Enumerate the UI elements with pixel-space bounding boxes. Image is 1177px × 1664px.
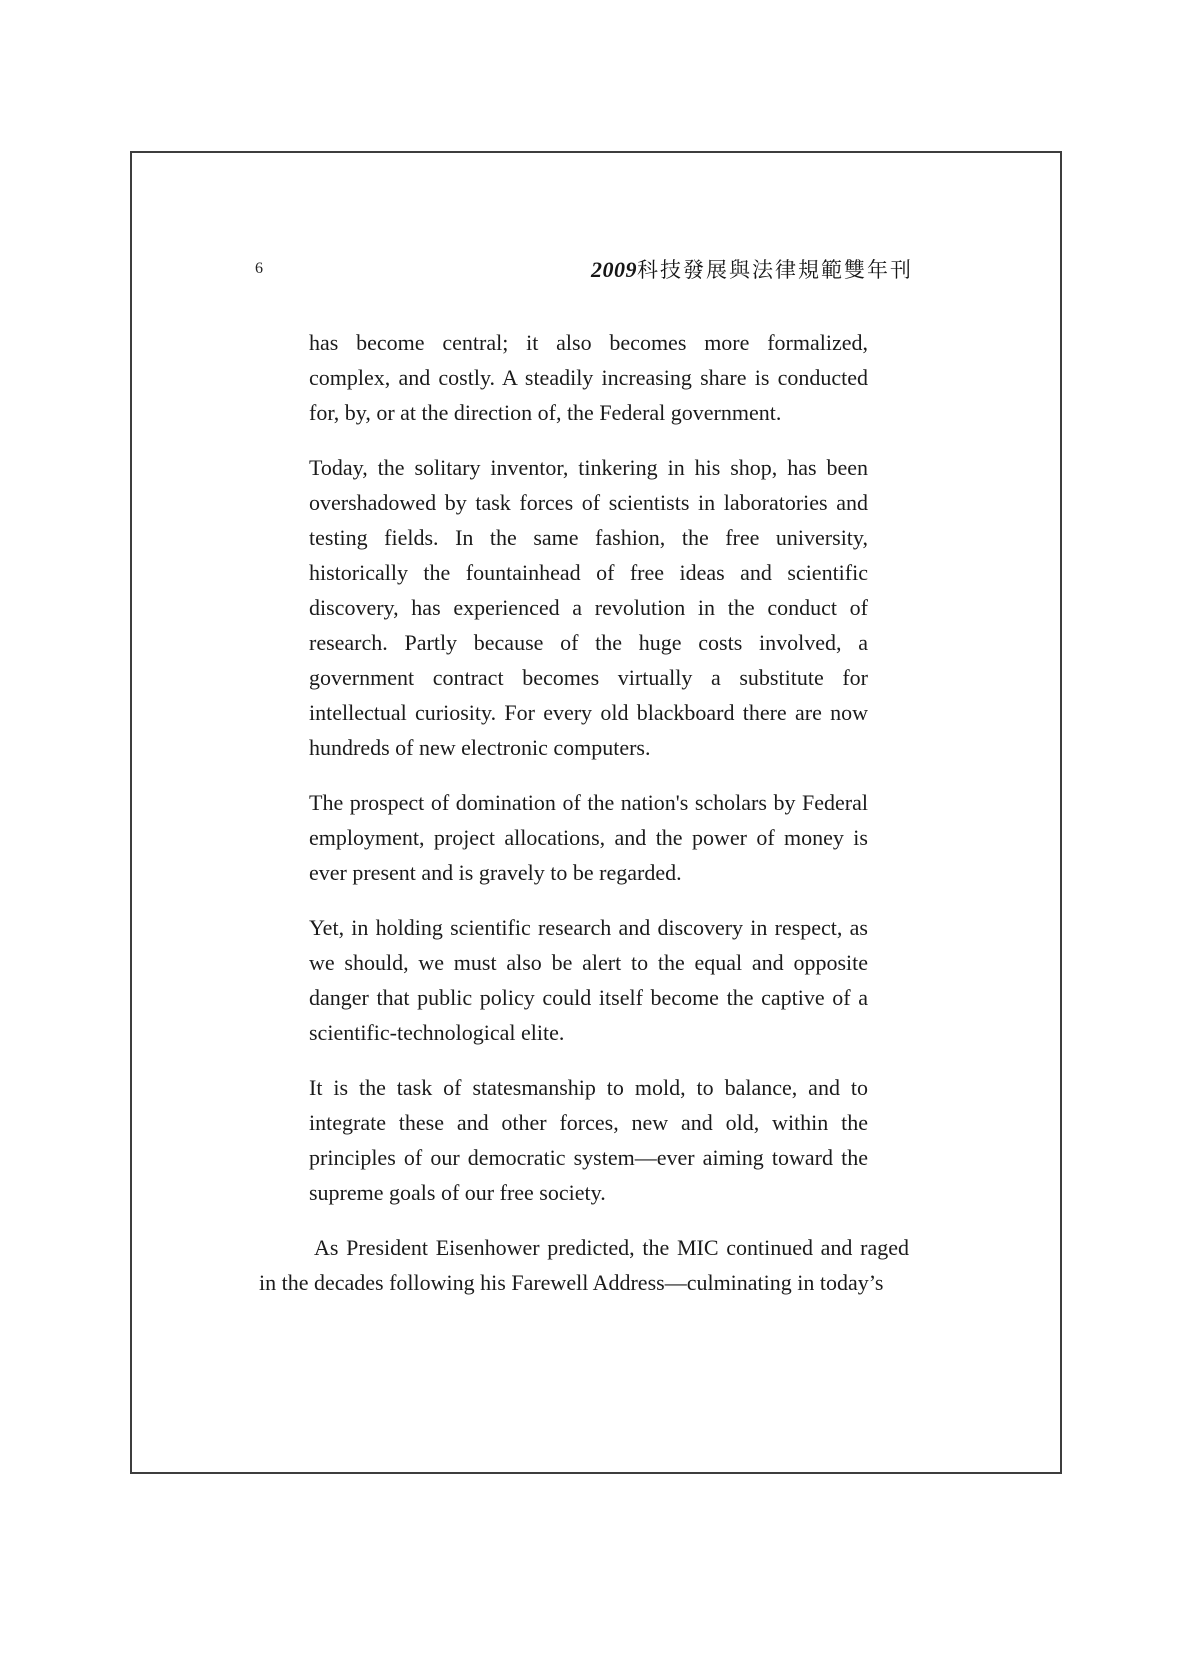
quote-paragraph-2: Today, the solitary inventor, tinkering in his shop, has been overshadowed by task forces of scientists in laboratories and testing fields. In the same fashion, the free university, historically the fountainhead of free ideas and scientific discovery, has experienced a revolution in the conduct of research. Partly because of the huge costs involved, a government contract becomes virtually a substitute for intellectual curiosity. For every old blackboard there are now hundreds of new electronic computers. [309,455,868,760]
quote-paragraph-4: Yet, in holding scientific research and discovery in respect, as we should, we must also be alert to the equal and opposite danger that public policy could itself become the captive of a scientific-technological elite. [309,915,868,1045]
journal-year: 2009 [591,257,637,282]
quote-paragraph-5: It is the task of statesmanship to mold, to balance, and to integrate these and other forces, new and old, within the principles of our democratic system—ever aiming toward the supreme goals of our free society. [309,1075,868,1205]
quotation-block [309,325,868,1210]
page-number: 6 [255,260,263,277]
quote-paragraph-1: has become central; it also becomes more formalized, complex, and costly. A steadily increasing share is conducted for, by, or at the direction of, the Federal government. [309,330,868,425]
page-body [259,325,920,1300]
closing-paragraph: As President Eisenhower predicted, the MIC continued and raged in the decades following his Farewell Address—culminating in today’s [259,1235,909,1295]
running-header [591,256,913,284]
journal-title: 科技發展與法律規範雙年刊 [637,258,913,282]
quote-paragraph-3: The prospect of domination of the nation's scholars by Federal employment, project allocations, and the power of money is ever present and is gravely to be regarded. [309,790,868,885]
